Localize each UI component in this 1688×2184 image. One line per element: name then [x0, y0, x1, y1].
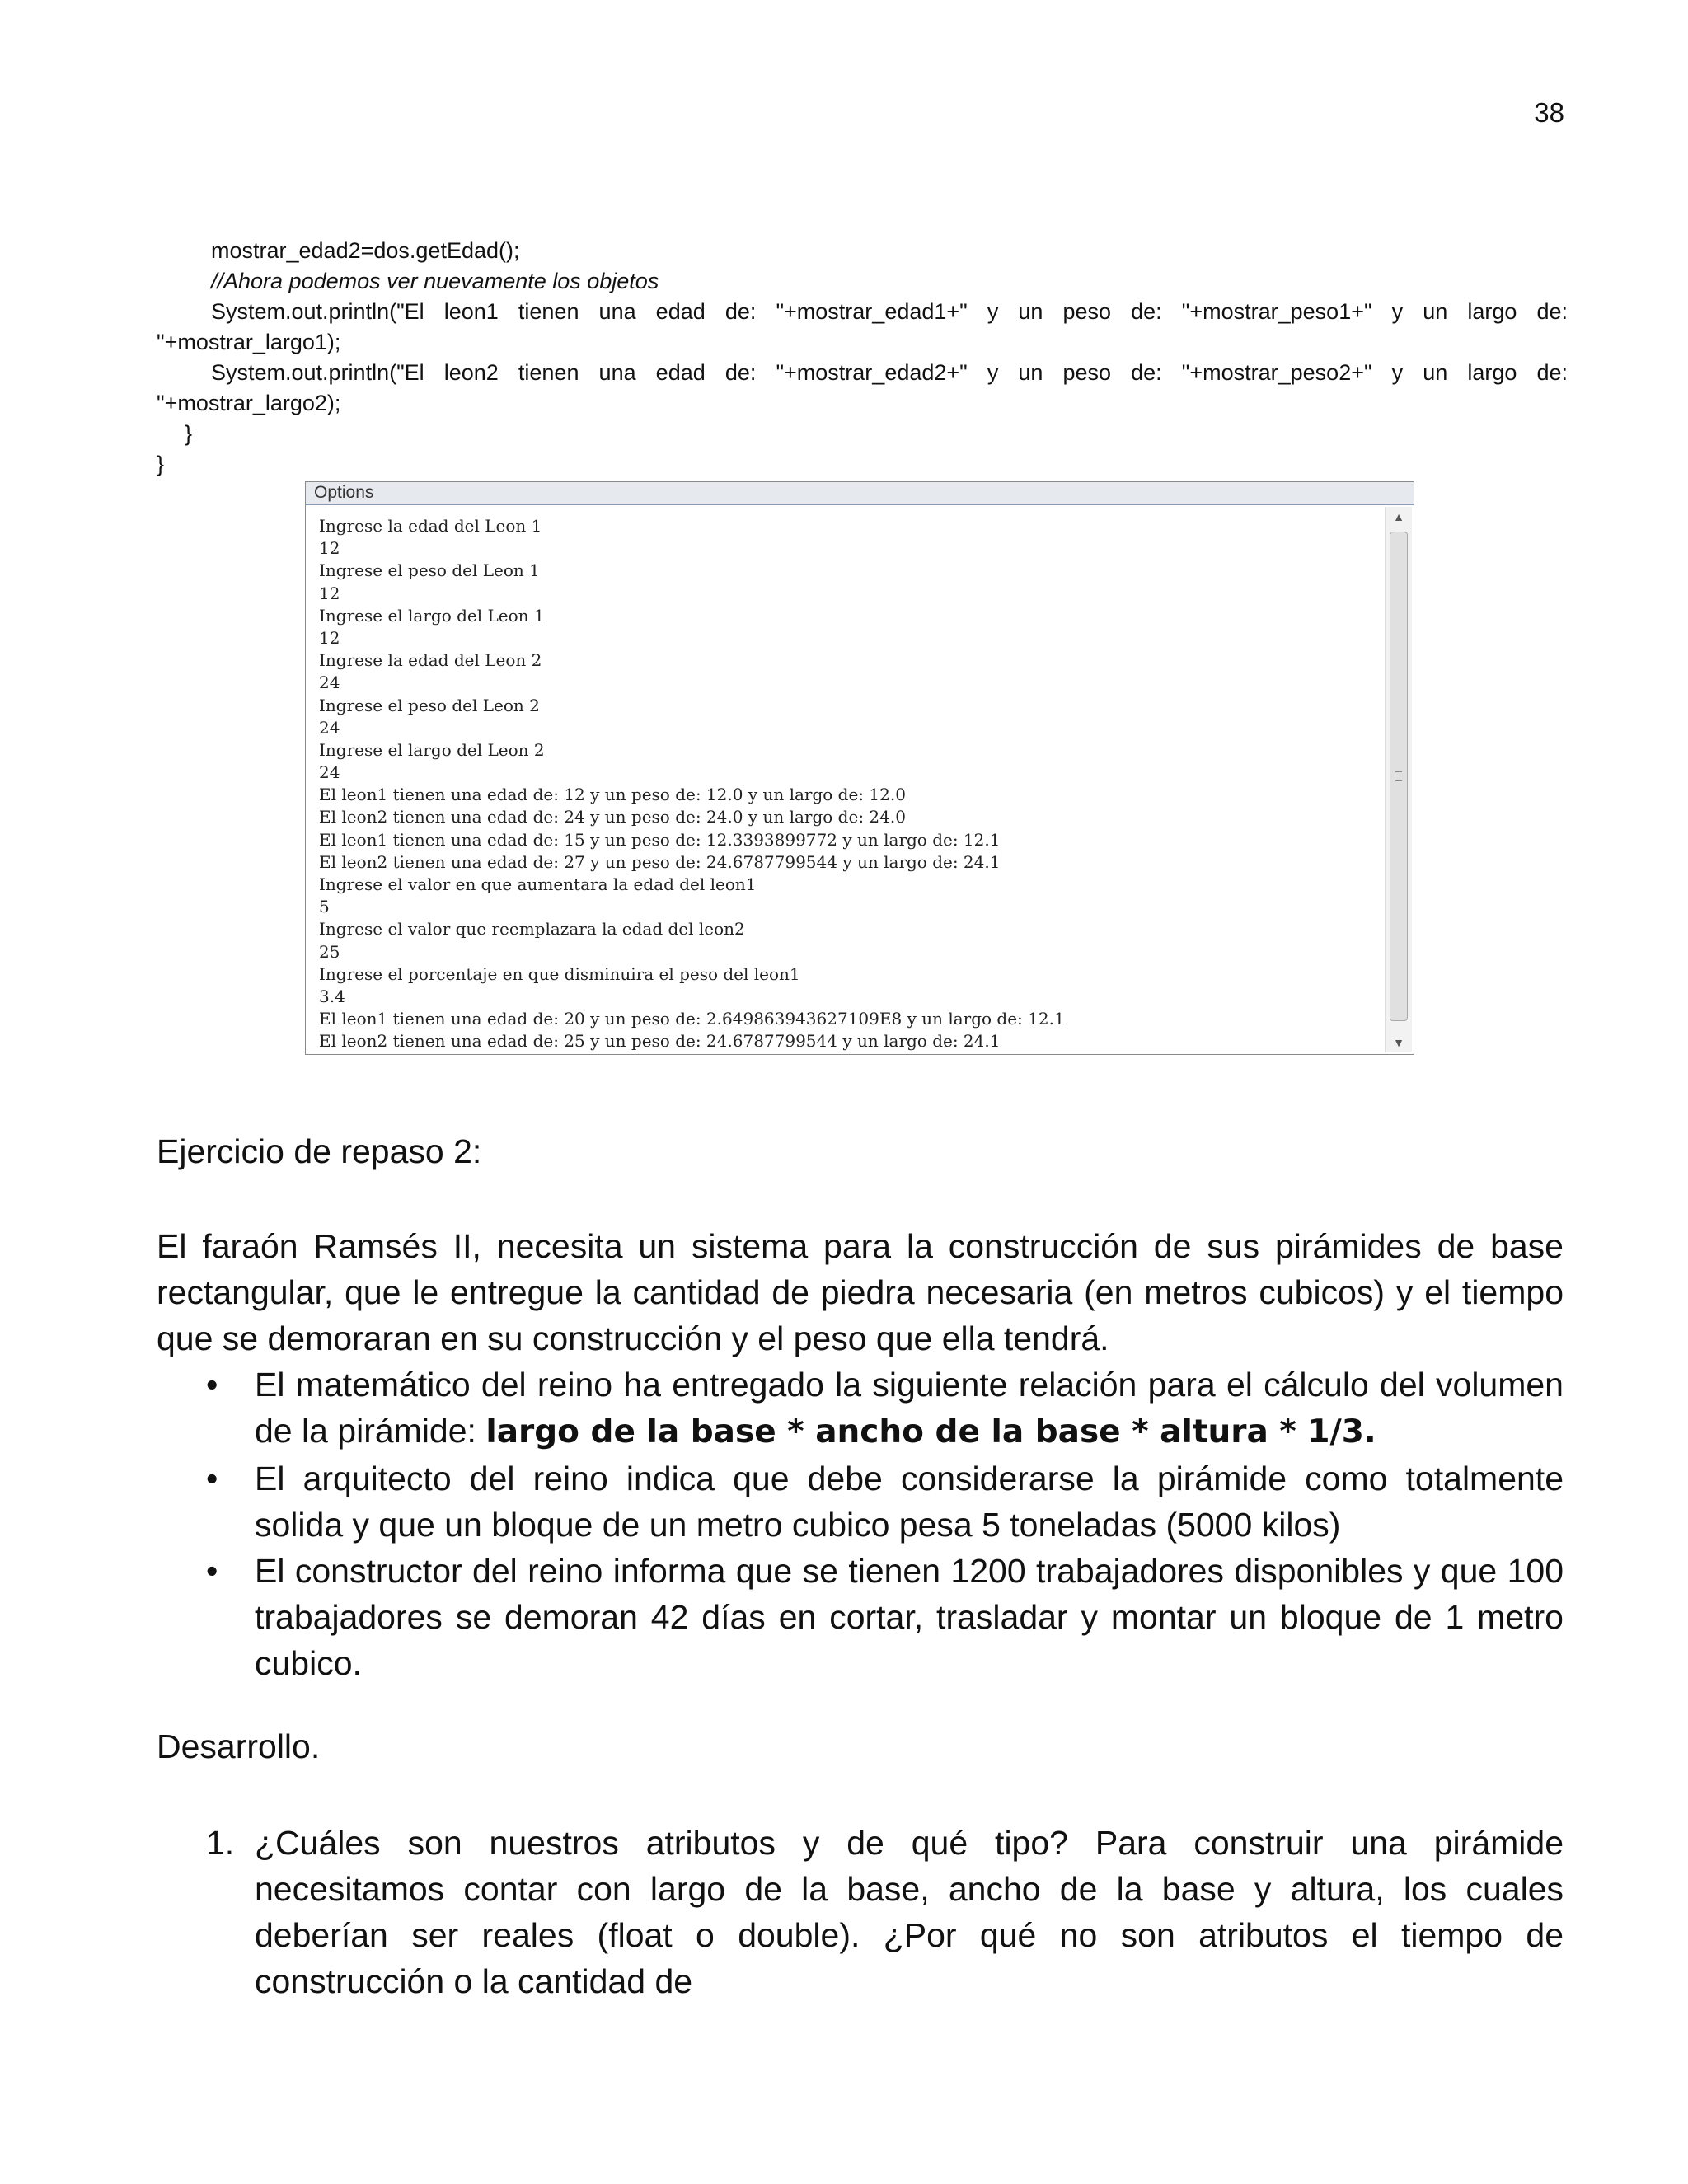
console-line: 25 [319, 941, 340, 962]
console-line: Ingrese el largo del Leon 1 [319, 605, 545, 626]
console-line: 24 [319, 762, 340, 783]
list-item [157, 1361, 1564, 1455]
console-line: 12 [319, 627, 340, 648]
code-brace: } [185, 421, 193, 446]
scrollbar[interactable] [1385, 507, 1412, 1052]
scroll-down-icon[interactable]: ▼ [1393, 1036, 1404, 1049]
console-line: 24 [319, 717, 340, 738]
exercise-body [157, 1223, 1564, 1686]
console-output-window [305, 481, 1414, 1055]
scroll-thumb[interactable] [1390, 532, 1408, 1021]
code-line: System.out.println("El leon2 tienen una edad de: "+mostrar_edad2+" y un peso de: "+mostrar_peso2+" y un largo de: [211, 360, 1568, 385]
console-line: Ingrese el peso del Leon 2 [319, 695, 540, 715]
list-item: • El constructor del reino informa que se tienen 1200 trabajadores disponibles y que 100 trabajadores se demoran 42 días en cortar, trasladar y montar un bloque de 1 metro cubico. [157, 1548, 1564, 1686]
desarrollo-heading: Desarrollo. [157, 1727, 321, 1765]
steps-list [157, 1820, 1564, 2004]
console-line: 24 [319, 673, 340, 693]
console-line: El leon2 tienen una edad de: 27 y un peso de: 24.6787799544 y un largo de: 24.1 [319, 851, 1001, 872]
console-line: Ingrese la edad del Leon 2 [319, 650, 542, 671]
console-line: 5 [319, 897, 330, 917]
intro-paragraph: El faraón Ramsés II, necesita un sistema para la construcción de sus pirámides de base rectangular, que le entregue la cantidad de piedra necesaria (en metros cubicos) y el tiempo que se demoraran en su construcción y el peso que ella tendrá. [157, 1227, 1564, 1357]
console-line: 12 [319, 583, 340, 603]
console-output [319, 515, 1381, 1053]
console-title: Options [306, 482, 1414, 505]
list-item [157, 1820, 1564, 2004]
exercise-heading: Ejercicio de repaso 2: [157, 1132, 482, 1170]
console-line: Ingrese el porcentaje en que disminuira el peso del leon1 [319, 963, 800, 984]
console-line: Ingrese el valor que reemplazara la edad del leon2 [319, 919, 745, 940]
console-line: El leon1 tienen una edad de: 12 y un peso de: 12.0 y un largo de: 12.0 [319, 785, 906, 805]
console-line: El leon1 tienen una edad de: 20 y un peso de: 2.649863943627109E8 y un largo de: 12.1 [319, 1009, 1065, 1029]
console-line: Ingrese la edad del Leon 1 [319, 516, 542, 536]
code-line: mostrar_edad2=dos.getEdad(); [211, 238, 520, 263]
code-line: System.out.println("El leon1 tienen una edad de: "+mostrar_edad1+" y un peso de: "+mostrar_peso1+" y un largo de: [211, 299, 1568, 324]
code-block [157, 236, 1568, 480]
console-line: 12 [319, 538, 340, 559]
code-line: "+mostrar_largo2); [157, 391, 341, 415]
scroll-up-icon[interactable]: ▲ [1393, 510, 1404, 523]
step-text: ¿Cuáles son nuestros atributos y de qué tipo? Para construir una pirámide necesitamos contar con largo de la base, ancho de la base y altura, los cuales deberían ser reales (float o double). ¿Por qué no son atributos el tiempo de construcción o la cantidad de [255, 1824, 1564, 2000]
page-number: 38 [1534, 97, 1564, 128]
code-brace: } [157, 452, 165, 476]
step-number: 1. [206, 1824, 235, 1862]
console-line: Ingrese el valor en que aumentara la edad del leon1 [319, 874, 757, 894]
grip-icon [1395, 771, 1402, 781]
formula-text: largo de la base * ancho de la base * altura * 1/3. [485, 1413, 1376, 1451]
bullet-text: El matemático del reino ha entregado la siguiente relación para el cálculo del volumen de la pirámide: [255, 1366, 1564, 1450]
console-line: El leon2 tienen una edad de: 25 y un peso de: 24.6787799544 y un largo de: 24.1 [319, 1031, 1001, 1052]
code-line: "+mostrar_largo1); [157, 330, 341, 354]
console-line: El leon2 tienen una edad de: 24 y un peso de: 24.0 y un largo de: 24.0 [319, 807, 906, 827]
list-item: • El arquitecto del reino indica que debe considerarse la pirámide como totalmente solida y que un bloque de un metro cubico pesa 5 toneladas (5000 kilos) [157, 1455, 1564, 1548]
requirements-list [157, 1361, 1564, 1686]
console-line: El leon1 tienen una edad de: 15 y un peso de: 12.3393899772 y un largo de: 12.1 [319, 829, 1001, 850]
console-line: Ingrese el largo del Leon 2 [319, 739, 545, 760]
console-line: Ingrese el peso del Leon 1 [319, 560, 540, 581]
console-line: 3.4 [319, 986, 345, 1006]
code-comment: //Ahora podemos ver nuevamente los objetos [211, 269, 659, 293]
steps [157, 1820, 1564, 2004]
